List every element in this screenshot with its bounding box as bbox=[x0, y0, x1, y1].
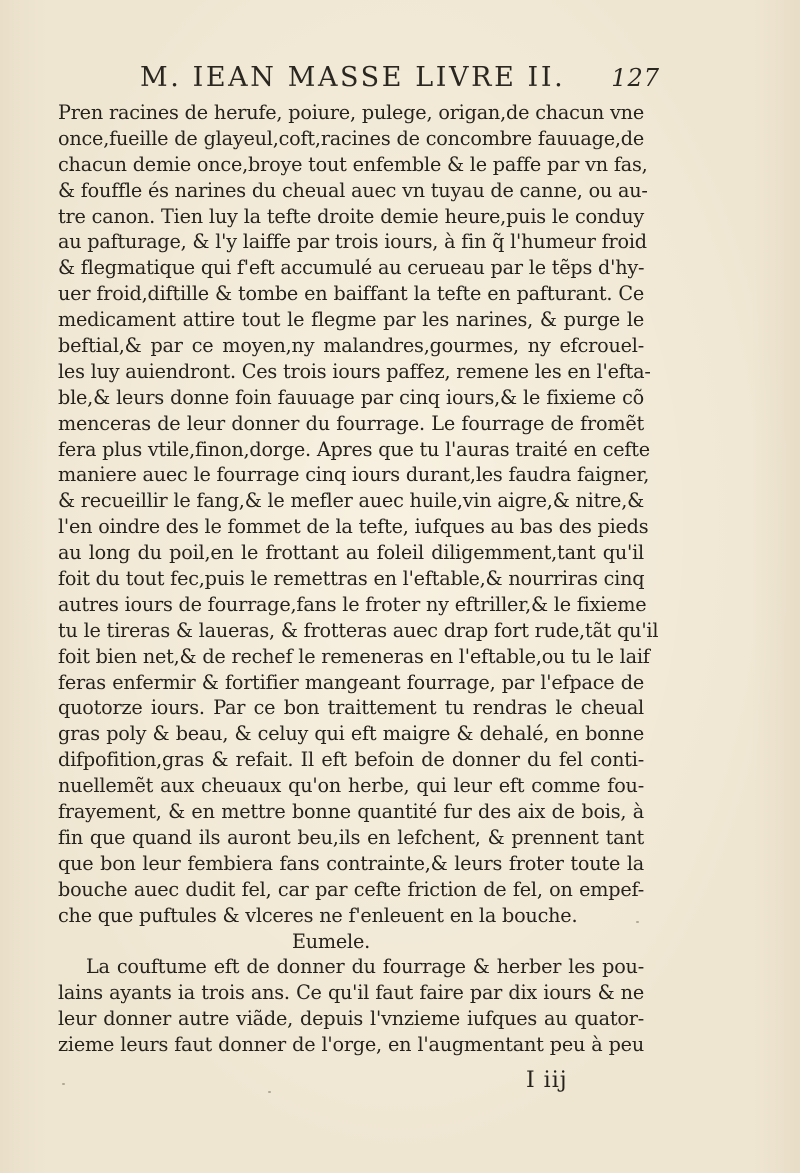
text-line: ble,& leurs donne foin fauuage par cinq iours,& le fixieme cõ bbox=[58, 385, 644, 409]
text-line: au long du poil,en le frottant au foleil diligemment,tant qu'il bbox=[58, 541, 644, 565]
paper-speck bbox=[268, 1091, 271, 1093]
text-line: feras enfermir & fortifier mangeant fourrage, par l'efpace de bbox=[58, 670, 644, 694]
text-line: difpofition,gras & refait. Il eft befoin de donner du fel conti- bbox=[58, 748, 644, 772]
text-block bbox=[58, 100, 659, 1058]
text-line: & flegmatique qui f'eft accumulé au cerueau par le tẽps d'hy- bbox=[58, 256, 645, 280]
text-line: zieme leurs faut donner de l'orge, en l'augmentant peu à peu bbox=[58, 1033, 644, 1057]
text-line: que bon leur fembiera fans contrainte,& leurs froter toute la bbox=[58, 851, 644, 875]
text-line: tu le tireras & laueras, & frotteras auec drap fort rude,tãt qu'il bbox=[58, 618, 659, 642]
text-line: nuellemẽt aux cheuaux qu'on herbe, qui leur eft comme fou- bbox=[58, 774, 644, 798]
text-line: gras poly & beau, & celuy qui eft maigre & dehalé, en bonne bbox=[58, 722, 644, 746]
text-line: frayement, & en mettre bonne quantité fur des aix de bois, à bbox=[58, 800, 644, 824]
running-head bbox=[140, 62, 660, 96]
text-line: foit bien net,& de rechef le remeneras en l'eftable,ou tu le laif bbox=[58, 644, 650, 668]
text-line: l'en oindre des le fommet de la tefte, iufques au bas des pieds bbox=[58, 515, 649, 539]
page-number: 127 bbox=[611, 64, 660, 92]
text-line: bouche auec dudit fel, car par cefte friction de fel, on empef- bbox=[58, 877, 644, 901]
text-line: & fouffle és narines du cheual auec vn tuyau de canne, ou au- bbox=[58, 178, 648, 202]
text-line: menceras de leur donner du fourrage. Le fourrage de fromẽt bbox=[58, 411, 644, 435]
text-line: & recueillir le fang,& le mefler auec huile,vin aigre,& nitre,& bbox=[58, 489, 644, 513]
text-line: once,fueille de glayeul,coft,racines de concombre fauuage,de bbox=[58, 126, 644, 150]
text-line: fera plus vtile,finon,dorge. Apres que tu l'auras traité en cefte bbox=[58, 437, 650, 461]
text-line: medicament attire tout le flegme par les narines, & purge le bbox=[58, 308, 644, 332]
text-line: lains ayants ia trois ans. Ce qu'il faut faire par dix iours & ne bbox=[58, 981, 644, 1005]
text-line: Pren racines de herufe, poiure, pulege, origan,de chacun vne bbox=[58, 101, 644, 124]
text-line: les luy auiendront. Ces trois iours paffez, remene les en l'efta- bbox=[58, 359, 651, 383]
running-title: M. IEAN MASSE LIVRE II. bbox=[140, 62, 566, 93]
text-line: autres iours de fourrage,fans le froter ny eftriller,& le fixieme bbox=[58, 592, 647, 616]
text-line: chacun demie once,broye tout enfemble & le paffe par vn fas, bbox=[58, 152, 648, 176]
paper-speck bbox=[636, 921, 639, 923]
text-line: maniere auec le fourrage cinq iours durant,les faudra faigner, bbox=[58, 463, 650, 487]
text-line: tre canon. Tien luy la tefte droite demie heure,puis le conduy bbox=[58, 204, 644, 228]
paper-speck bbox=[62, 1083, 65, 1085]
signature-mark: I iij bbox=[526, 1068, 568, 1093]
section-heading: Eumele. bbox=[291, 929, 371, 953]
text-line: che que puftules & vlceres ne f'enleuent en la bouche. bbox=[58, 903, 578, 927]
text-line: quotorze iours. Par ce bon traittement tu rendras le cheual bbox=[58, 696, 644, 720]
text-line: La couftume eft de donner du fourrage & herber les pou- bbox=[86, 955, 644, 979]
text-line: beftial,& par ce moyen,ny malandres,gourmes, ny efcrouel- bbox=[58, 334, 644, 358]
text-line: au pafturage, & l'y laiffe par trois iours, à fin q̃ l'humeur froid bbox=[58, 230, 647, 254]
text-line: leur donner autre viãde, depuis l'vnzieme iufques au quator- bbox=[58, 1007, 644, 1031]
text-line: fin que quand ils auront beu,ils en lefchent, & prennent tant bbox=[58, 825, 644, 849]
text-line: foit du tout fec,puis le remettras en l'eftable,& nourriras cinq bbox=[58, 567, 645, 591]
text-line: uer froid,diftille & tombe en baiffant la tefte en pafturant. Ce bbox=[58, 282, 644, 306]
